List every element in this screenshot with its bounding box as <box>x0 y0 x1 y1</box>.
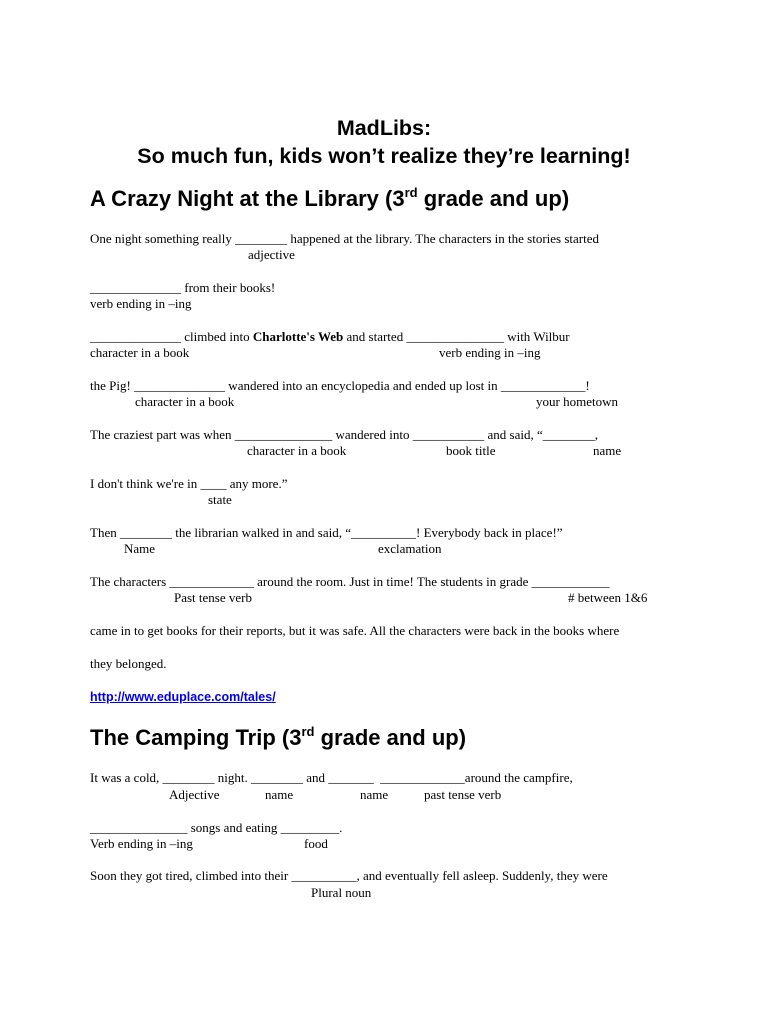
story2-hint-verb-ing: Verb ending in –ing <box>90 836 193 851</box>
story1-hint-book-title: book title <box>446 443 496 458</box>
story2-heading: The Camping Trip (3rd grade and up) <box>90 724 467 750</box>
story1-line-10: they belonged. <box>90 656 167 671</box>
story2-hint-past-tense-verb: past tense verb <box>424 787 502 802</box>
book-title-charlottes-web: Charlotte's Web <box>252 329 344 344</box>
story1-hint-verb-ing: verb ending in –ing <box>90 296 192 311</box>
story1-hint-number: # between 1&6 <box>568 590 648 605</box>
page-title: MadLibs: <box>336 116 432 140</box>
story2-line-2: _______________ songs and eating _________. <box>90 820 343 835</box>
story1-hint-name: name <box>593 443 622 458</box>
story1-line-4: the Pig! ______________ wandered into an encyclopedia and ended up lost in _____________! <box>90 378 590 393</box>
story1-hint-exclamation: exclamation <box>378 541 442 556</box>
story1-line-3: ______________ climbed into Charlotte's Web and started _______________ with Wilbur <box>90 329 570 344</box>
story1-line-6: I don't think we're in ____ any more.” <box>90 476 288 491</box>
story2-hint-food: food <box>304 836 328 851</box>
page-subtitle: So much fun, kids won’t realize they’re learning! <box>137 144 631 168</box>
story1-line-8: The characters _____________ around the room. Just in time! The students in grade ____________ <box>90 574 610 589</box>
story1-hint-character-2: character in a book <box>135 394 235 409</box>
story1-hint-verb-ing-2: verb ending in –ing <box>439 345 541 360</box>
story1-hint-state: state <box>208 492 232 507</box>
story1-line-5: The craziest part was when _______________ wandered into ___________ and said, “________, <box>90 427 598 442</box>
story2-hint-adjective: Adjective <box>169 787 220 802</box>
story2-hint-plural-noun: Plural noun <box>311 885 372 900</box>
story1-hint-name-2: Name <box>124 541 156 556</box>
story1-hint-character-3: character in a book <box>247 443 347 458</box>
story2-hint-name-1: name <box>265 787 294 802</box>
story1-hint-character-1: character in a book <box>90 345 190 360</box>
story2-hint-name-2: name <box>360 787 389 802</box>
story1-line-7: Then ________ the librarian walked in and said, “__________! Everybody back in place!” <box>90 525 563 540</box>
story1-hint-hometown: your hometown <box>536 394 618 409</box>
story1-hint-past-tense-verb: Past tense verb <box>174 590 252 605</box>
story1-heading: A Crazy Night at the Library (3rd grade and up) <box>90 185 570 211</box>
story1-line-9: came in to get books for their reports, but it was safe. All the characters were back in the books where <box>90 623 620 638</box>
story1-line-2: ______________ from their books! <box>90 280 276 295</box>
story2-line-3: Soon they got tired, climbed into their __________, and eventually fell asleep. Suddenly, they were <box>90 868 608 883</box>
story1-hint-adjective: adjective <box>248 247 295 262</box>
story1-line-1: One night something really ________ happened at the library. The characters in the stories started <box>90 231 600 246</box>
eduplace-link[interactable]: http://www.eduplace.com/tales/ <box>90 690 276 704</box>
story2-line-1: It was a cold, ________ night. ________ and _______ _____________around the campfire, <box>90 770 573 785</box>
